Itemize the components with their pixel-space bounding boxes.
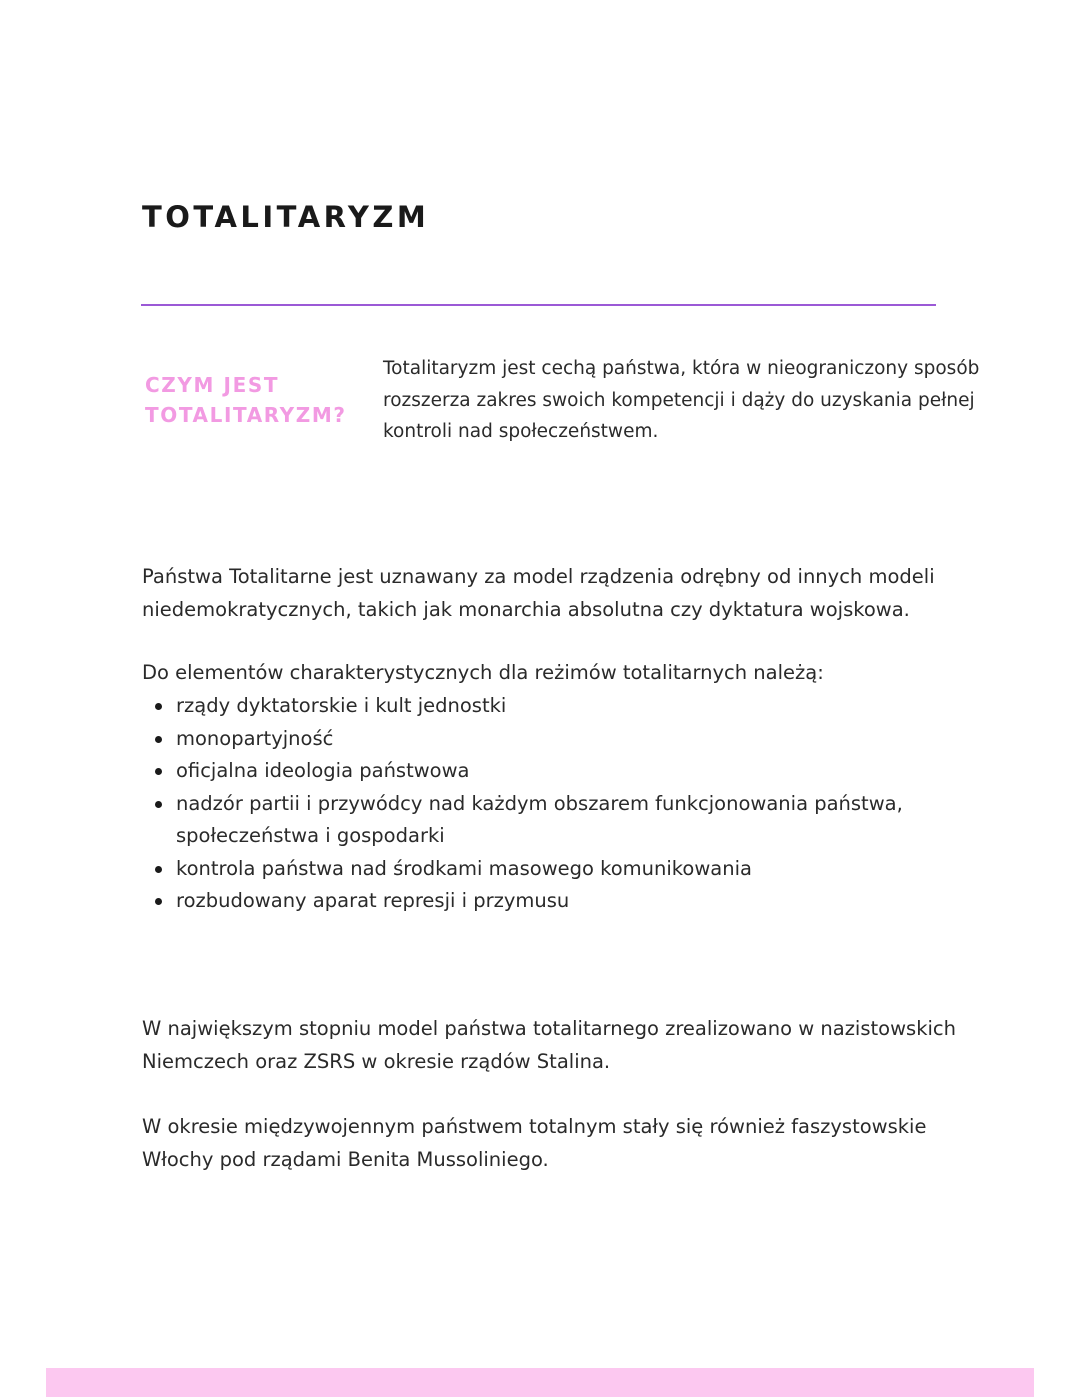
- paragraph-italy: W okresie międzywojennym państwem totalnym stały się również faszystowskie Włochy pod rządami Benita Mussoliniego.: [142, 1115, 927, 1171]
- bullet-icon: [155, 898, 162, 905]
- list-item: [142, 755, 962, 788]
- list-item: [142, 885, 962, 918]
- list-item-text: rozbudowany aparat represji i przymusu: [176, 889, 570, 912]
- features-list: [142, 690, 962, 918]
- footer-band: [46, 1368, 1034, 1397]
- list-item-text: nadzór partii i przywódcy nad każdym obszarem funkcjonowania państwa, społeczeństwa i gospodarki: [176, 791, 903, 847]
- definition-text: Totalitaryzm jest cechą państwa, która w nieograniczony sposób rozszerza zakres swoich kompetencji i dąży do uzyskania pełnej kontroli nad społeczeństwem.: [383, 358, 980, 442]
- bullet-icon: [155, 866, 162, 873]
- title-divider: [141, 304, 936, 306]
- list-item: [142, 690, 962, 723]
- list-item: [142, 723, 962, 756]
- list-item-text: kontrola państwa nad środkami masowego komunikowania: [176, 856, 752, 880]
- list-item-text: monopartyjność: [176, 726, 334, 750]
- bullet-icon: [155, 703, 162, 710]
- bullet-icon: [155, 801, 162, 808]
- bullet-icon: [155, 736, 162, 743]
- paragraph-model: Państwa Totalitarne jest uznawany za model rządzenia odrębny od innych modeli niedemokratycznych, takich jak monarchia absolutna czy dyktatura wojskowa.: [142, 565, 935, 621]
- paragraph-examples: W największym stopniu model państwa totalitarnego zrealizowano w nazistowskich Niemczech oraz ZSRS w okresie rządów Stalina.: [142, 1017, 956, 1073]
- list-item: [142, 788, 962, 853]
- paragraph-elements-intro: Do elementów charakterystycznych dla reżimów totalitarnych należą:: [142, 661, 824, 684]
- list-item-text: rządy dyktatorskie i kult jednostki: [176, 694, 507, 717]
- list-item-text: oficjalna ideologia państwowa: [176, 759, 470, 782]
- list-item: [142, 853, 962, 886]
- bullet-icon: [155, 768, 162, 775]
- question-heading: CZYM JEST TOTALITARYZM?: [145, 373, 347, 427]
- page-title: TOTALITARYZM: [142, 200, 430, 234]
